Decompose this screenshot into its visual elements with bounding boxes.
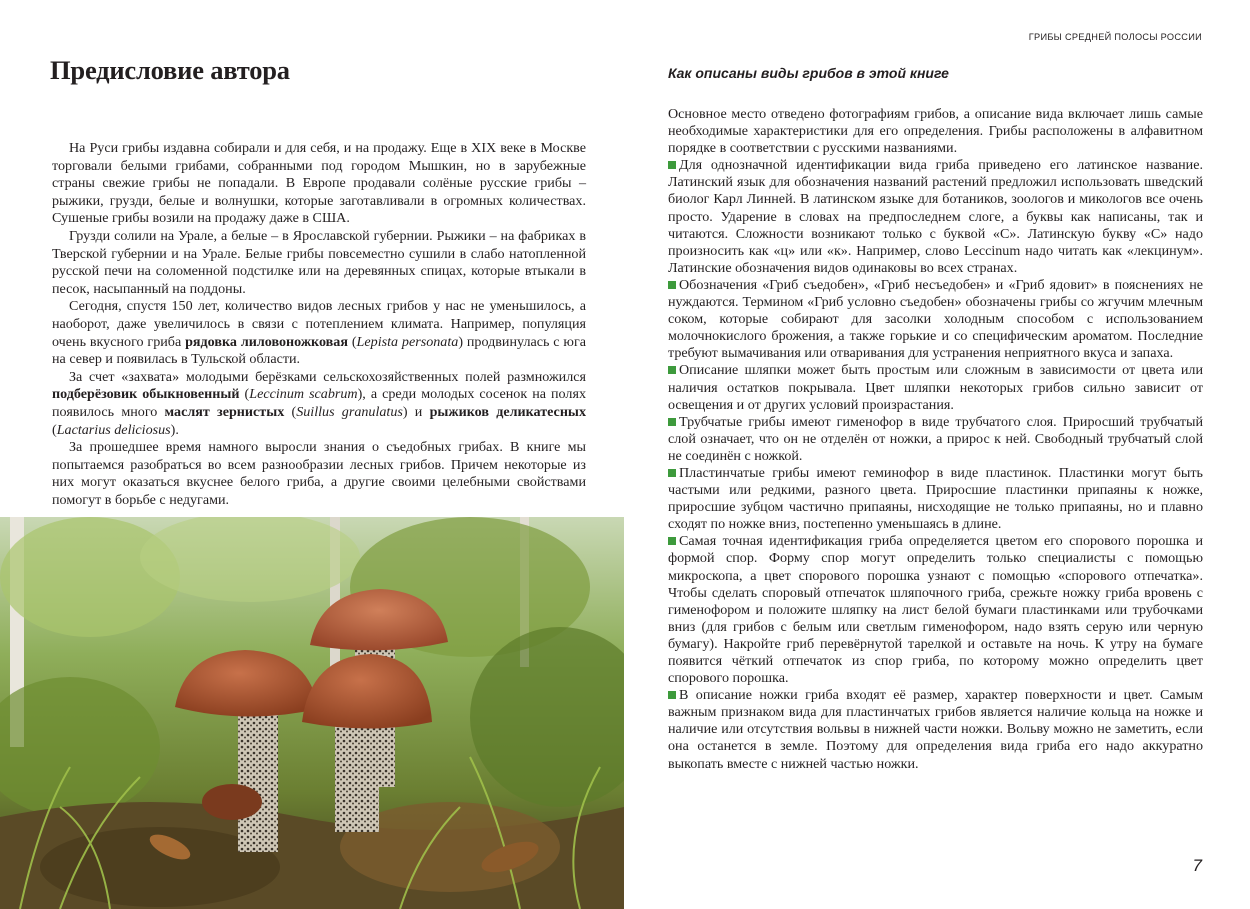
bullet-item: Для однозначной идентификации вида гриба приведено его латинское название. Латинский язык для обозначения названий растений предложил использовать шведский биолог Карл Линней. В латинском языке для ботаников, зоологов и микологов все очень просто. Ударение в словах на предпоследнем слоге, а буквы как написаны, так и читаются. Сложности возникают только с буквой «C». Латинскую букву «C» надо произносить как «ц» или «к». Например, слово Leccinum надо читать как «лекцинум». Латинские обозначения видов одинаковы во всех странах. (668, 157, 1203, 276)
foreword-text (52, 140, 586, 509)
bullet-list (668, 157, 1203, 772)
bullet-square-icon (668, 469, 676, 477)
running-head: ГРИБЫ СРЕДНЕЙ ПОЛОСЫ РОССИИ (1028, 32, 1202, 42)
foreword-paragraph: За прошедшее время намного выросли знания о съедобных грибах. В книге мы попытаемся разобраться во всем разнообразии лесных грибов. Причем некоторые из них могут оказаться вкуснее белого гриба, а другие своими целебными свойствами помогут в борьбе с недугами. (52, 439, 586, 508)
foreword-paragraph: Сегодня, спустя 150 лет, количество видов лесных грибов у нас не уменьшилось, а наоборот, даже увеличилось в связи с потеплением климата. Например, популяция очень вкусного гриба рядовка лиловоножковая (Lepista personata) продвинулась с юга на север и появилась в Тульской области. (52, 298, 586, 368)
section-title: Как описаны виды грибов в этой книге (668, 65, 949, 81)
bullet-item: Самая точная идентификация гриба определяется цветом его спорового порошка и формой спор. Форму спор могут определить только специалисты с помощью микроскопа, а цвет спорового порошка узнают с помощью «спорового отпечатка». Чтобы сделать споровый отпечаток шляпочного гриба, срежьте ножку гриба вровень с гименофором и положите шляпку на лист белой бумаги пластинками или трубочками вниз (для грибов с белым или светлым гименофором, надо взять серую или черную бумагу). Накройте гриб перевёрнутой тарелкой и оставьте на ночь. К утру на бумаге появится чёткий отпечаток из спор гриба, по которому можно определить цвет спорового порошка. (668, 533, 1203, 687)
bullet-item: В описание ножки гриба входят её размер, характер поверхности и цвет. Самым важным признаком вида для пластинчатых грибов является наличие кольца на ножке и наличие или отсутствия вольвы в нижней части ножки. Вольву можно не заметить, если она останется в земле. Поэтому для определения вида гриба его надо аккуратно выкопать вместе с нижней частью ножки. (668, 687, 1203, 772)
right-page (625, 0, 1250, 909)
mushroom-photo (0, 517, 624, 909)
bullet-square-icon (668, 161, 676, 169)
bullet-item: Пластинчатые грибы имеют геминофор в виде пластинок. Пластинки могут быть частыми или редкими, разного цвета. Приросшие пластинки припаяны к ножке, приросшие зубцом частично припаяны, нисходящие не только припаяны, но и плавно сходят по ножке вниз, постепенно уменьшаясь в длине. (668, 464, 1203, 533)
bullet-square-icon (668, 366, 676, 374)
bullet-item: Обозначения «Гриб съедобен», «Гриб несъедобен» и «Гриб ядовит» в пояснениях не нуждаются. Термином «Гриб условно съедобен» обозначены грибы со жгучим млечным соком, которые собирают для засолки холодным способом с использованием молочнокислого брожения, а также горькие и со специфическим ароматом. Последние требуют вымачивания или отваривания для устранения неприятного вкуса и запаха. (668, 276, 1203, 362)
intro-paragraph: Основное место отведено фотографиям грибов, а описание вида включает лишь самые необходимые характеристики для его определения. Грибы расположены в алфавитном порядке в соответствии с русскими названиями. (668, 106, 1203, 157)
foreword-paragraph: На Руси грибы издавна собирали и для себя, и на продажу. Еще в XIX веке в Москве торговали белыми грибами, собранными под городом Мышкин, но в зарубежные страны свежие грибы не попадали. В Европе продавали солёные русские грибы – рыжики, грузди, белые и волнушки, которые заготавливали в огромных количествах. Сушеные грибы возили на продажу даже в США. (52, 140, 586, 227)
foreword-paragraph: За счет «захвата» молодыми берёзками сельскохозяйственных полей размножился подберёзовик обыкновенный (Leccinum scabrum), а среди молодых сосенок на полях появилось много маслят зернистых (Suillus granulatus) и рыжиков деликатесных (Lactarius deliciosus). (52, 368, 586, 438)
bullet-square-icon (668, 537, 676, 545)
bullet-square-icon (668, 418, 676, 426)
page-number: 7 (1192, 856, 1202, 875)
chapter-title: Предисловие автора (50, 55, 290, 85)
bullet-item: Трубчатые грибы имеют гименофор в виде трубчатого слоя. Приросший трубчатый слой означает, что он не отделён от ножки, а прирос к ней. Свободный трубчатый слой не соединён с ножкой. (668, 413, 1203, 464)
bullet-square-icon (668, 281, 676, 289)
bullet-item: Описание шляпки может быть простым или сложным в зависимости от цвета или наличия остатков покрывала. Цвет шляпки некоторых грибов сильно зависит от освещения и от других условий произрастания. (668, 362, 1203, 413)
foreword-paragraph: Грузди солили на Урале, а белые – в Ярославской губернии. Рыжики – на фабриках в Тверской губернии и на Урале. Белые грибы повсеместно сушили в слабо натопленной русской печи на соломенной подстилке или на деревянных спицах, которые втыкали в песок, насыпанный на поддоны. (52, 227, 586, 297)
section-body (668, 106, 1203, 773)
bullet-square-icon (668, 691, 676, 699)
